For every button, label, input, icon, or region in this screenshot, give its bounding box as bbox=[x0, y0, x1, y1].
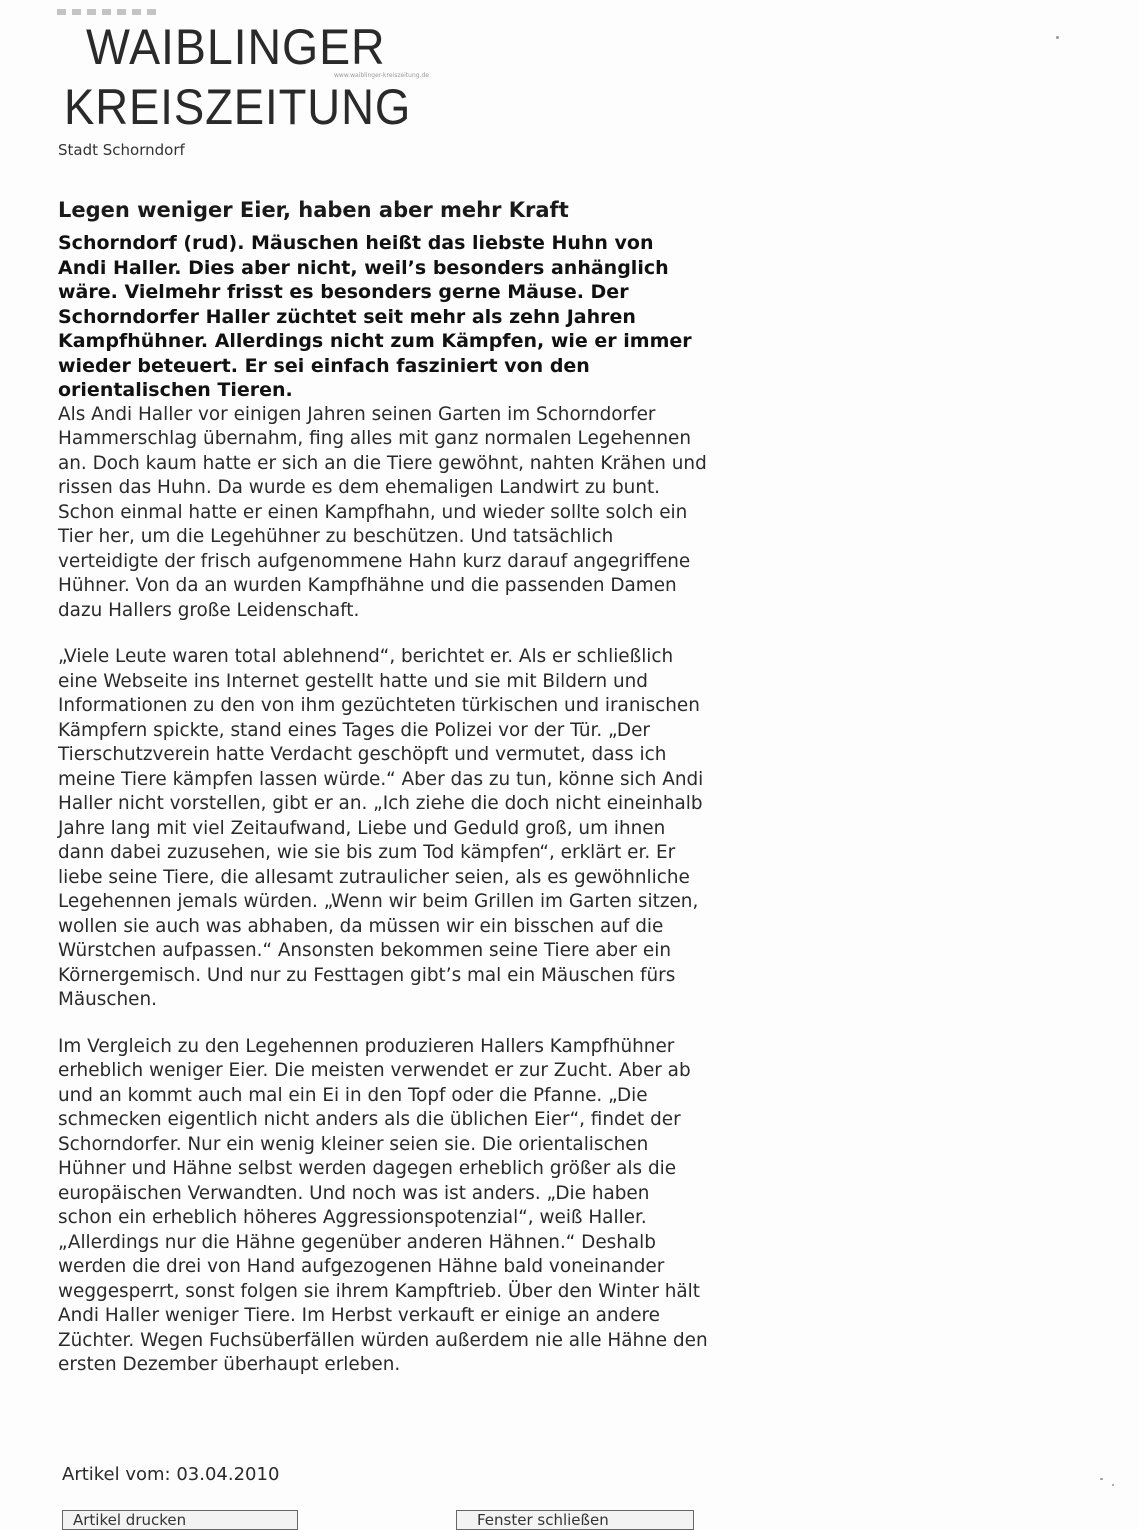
print-button[interactable]: Artikel drucken bbox=[62, 1510, 298, 1530]
header-decoration bbox=[57, 9, 156, 15]
section-label: Stadt Schorndorf bbox=[58, 141, 185, 159]
article bbox=[58, 198, 718, 1378]
article-paragraph-2: „Viele Leute waren total ablehnend“, berichtet er. Als er schließlich eine Webseite ins Internet gestellt hatte und sie mit Bildern und Informationen zu den von ihm gezüchteten türkischen und iranischen Kämpfern spickte, stand eines Tages die Polizei vor der Tür. „Der Tierschutzverein hatte Verdacht geschöpft und vermutet, dass ich meine Tiere kämpfen lassen würde.“ Aber das zu tun, könne sich Andi Haller nicht vorstellen, gibt er an. „Ich ziehe die doch nicht eineinhalb Jahre lang mit viel Zeitaufwand, Liebe und Geduld groß, um ihnen dann dabei zuzusehen, wie sie bis zum Tod kämpfen“, erklärt er. Er liebe seine Tiere, die allesamt zutraulicher seien, als es gewöhnliche Legehennen jemals würden. „Wenn wir beim Grillen im Garten sitzen, wollen sie auch was abhaben, da müssen wir ein bisschen auf die Würstchen aufpassen.“ Ansonsten bekommen seine Tiere aber ein Körnergemisch. Und nur zu Festtagen gibt’s mal ein Mäuschen fürs Mäuschen. bbox=[58, 646, 704, 1010]
article-paragraph-3: Im Vergleich zu den Legehennen produzieren Hallers Kampfhühner erheblich weniger Eier. Die meisten verwendet er zur Zucht. Aber ab und an kommt auch mal ein Ei in den Topf oder die Pfanne. „Die schmecken eigentlich nicht anders als die üblichen Eier“, findet der Schorndorfer. Nur ein wenig kleiner seien sie. Die orientalischen Hühner und Hähne selbst werden dagegen erheblich größer als die europäischen Verwandten. Und noch was ist anders. „Die haben schon ein erheblich höheres Aggressionspotenzial“, weiß Haller. „Allerdings nur die Hähne gegenüber anderen Hähnen.“ Deshalb werden die drei von Hand aufgezogenen Hähne bald voneinander weggesperrt, sonst folgen sie ihrem Kampftrieb. Über den Winter hält Andi Haller weniger Tiere. Im Herbst verkauft er einige an andere Züchter. Wegen Fuchsüberfällen würden außerdem nie alle Hähne den ersten Dezember überhaupt erleben. bbox=[58, 1035, 708, 1375]
masthead-line-1: WAIBLINGER bbox=[86, 19, 386, 75]
article-lead: Schorndorf (rud). Mäuschen heißt das liebste Huhn von Andi Haller. Dies aber nicht, weil’s besonders anhänglich wäre. Vielmehr frisst es besonders gerne Mäuse. Der Schorndorfer Haller züchtet seit mehr als zehn Jahren Kampfhühner. Allerdings nicht zum Kämpfen, wie er immer wieder beteuert. Er sei einfach fasziniert von den orientalischen Tieren. bbox=[58, 232, 692, 401]
masthead-line-2: KREISZEITUNG bbox=[64, 79, 412, 135]
masthead-url: www.waiblinger-kreiszeitung.de bbox=[334, 72, 429, 79]
scan-speck bbox=[1100, 1478, 1103, 1480]
article-date: Artikel vom: 03.04.2010 bbox=[62, 1464, 280, 1485]
close-window-button[interactable]: Fenster schließen bbox=[456, 1510, 694, 1530]
article-paragraph-1: Als Andi Haller vor einigen Jahren seinen Garten im Schorndorfer Hammerschlag übernahm, fing alles mit ganz normalen Legehennen an. Doch kaum hatte er sich an die Tiere gewöhnt, nahten Krähen und rissen das Huhn. Da wurde es dem ehemaligen Landwirt zu bunt. Schon einmal hatte er einen Kampfhahn, und wieder sollte solch ein Tier her, um die Legehühner zu beschützen. Und tatsächlich verteidigte der frisch aufgenommene Hahn kurz darauf angegriffene Hühner. Von da an wurden Kampfhähne und die passenden Damen dazu Hallers große Leidenschaft. bbox=[58, 403, 707, 621]
scan-speck bbox=[1112, 1484, 1114, 1486]
scan-speck bbox=[1056, 36, 1059, 39]
article-headline: Legen weniger Eier, haben aber mehr Kraft bbox=[58, 198, 569, 222]
